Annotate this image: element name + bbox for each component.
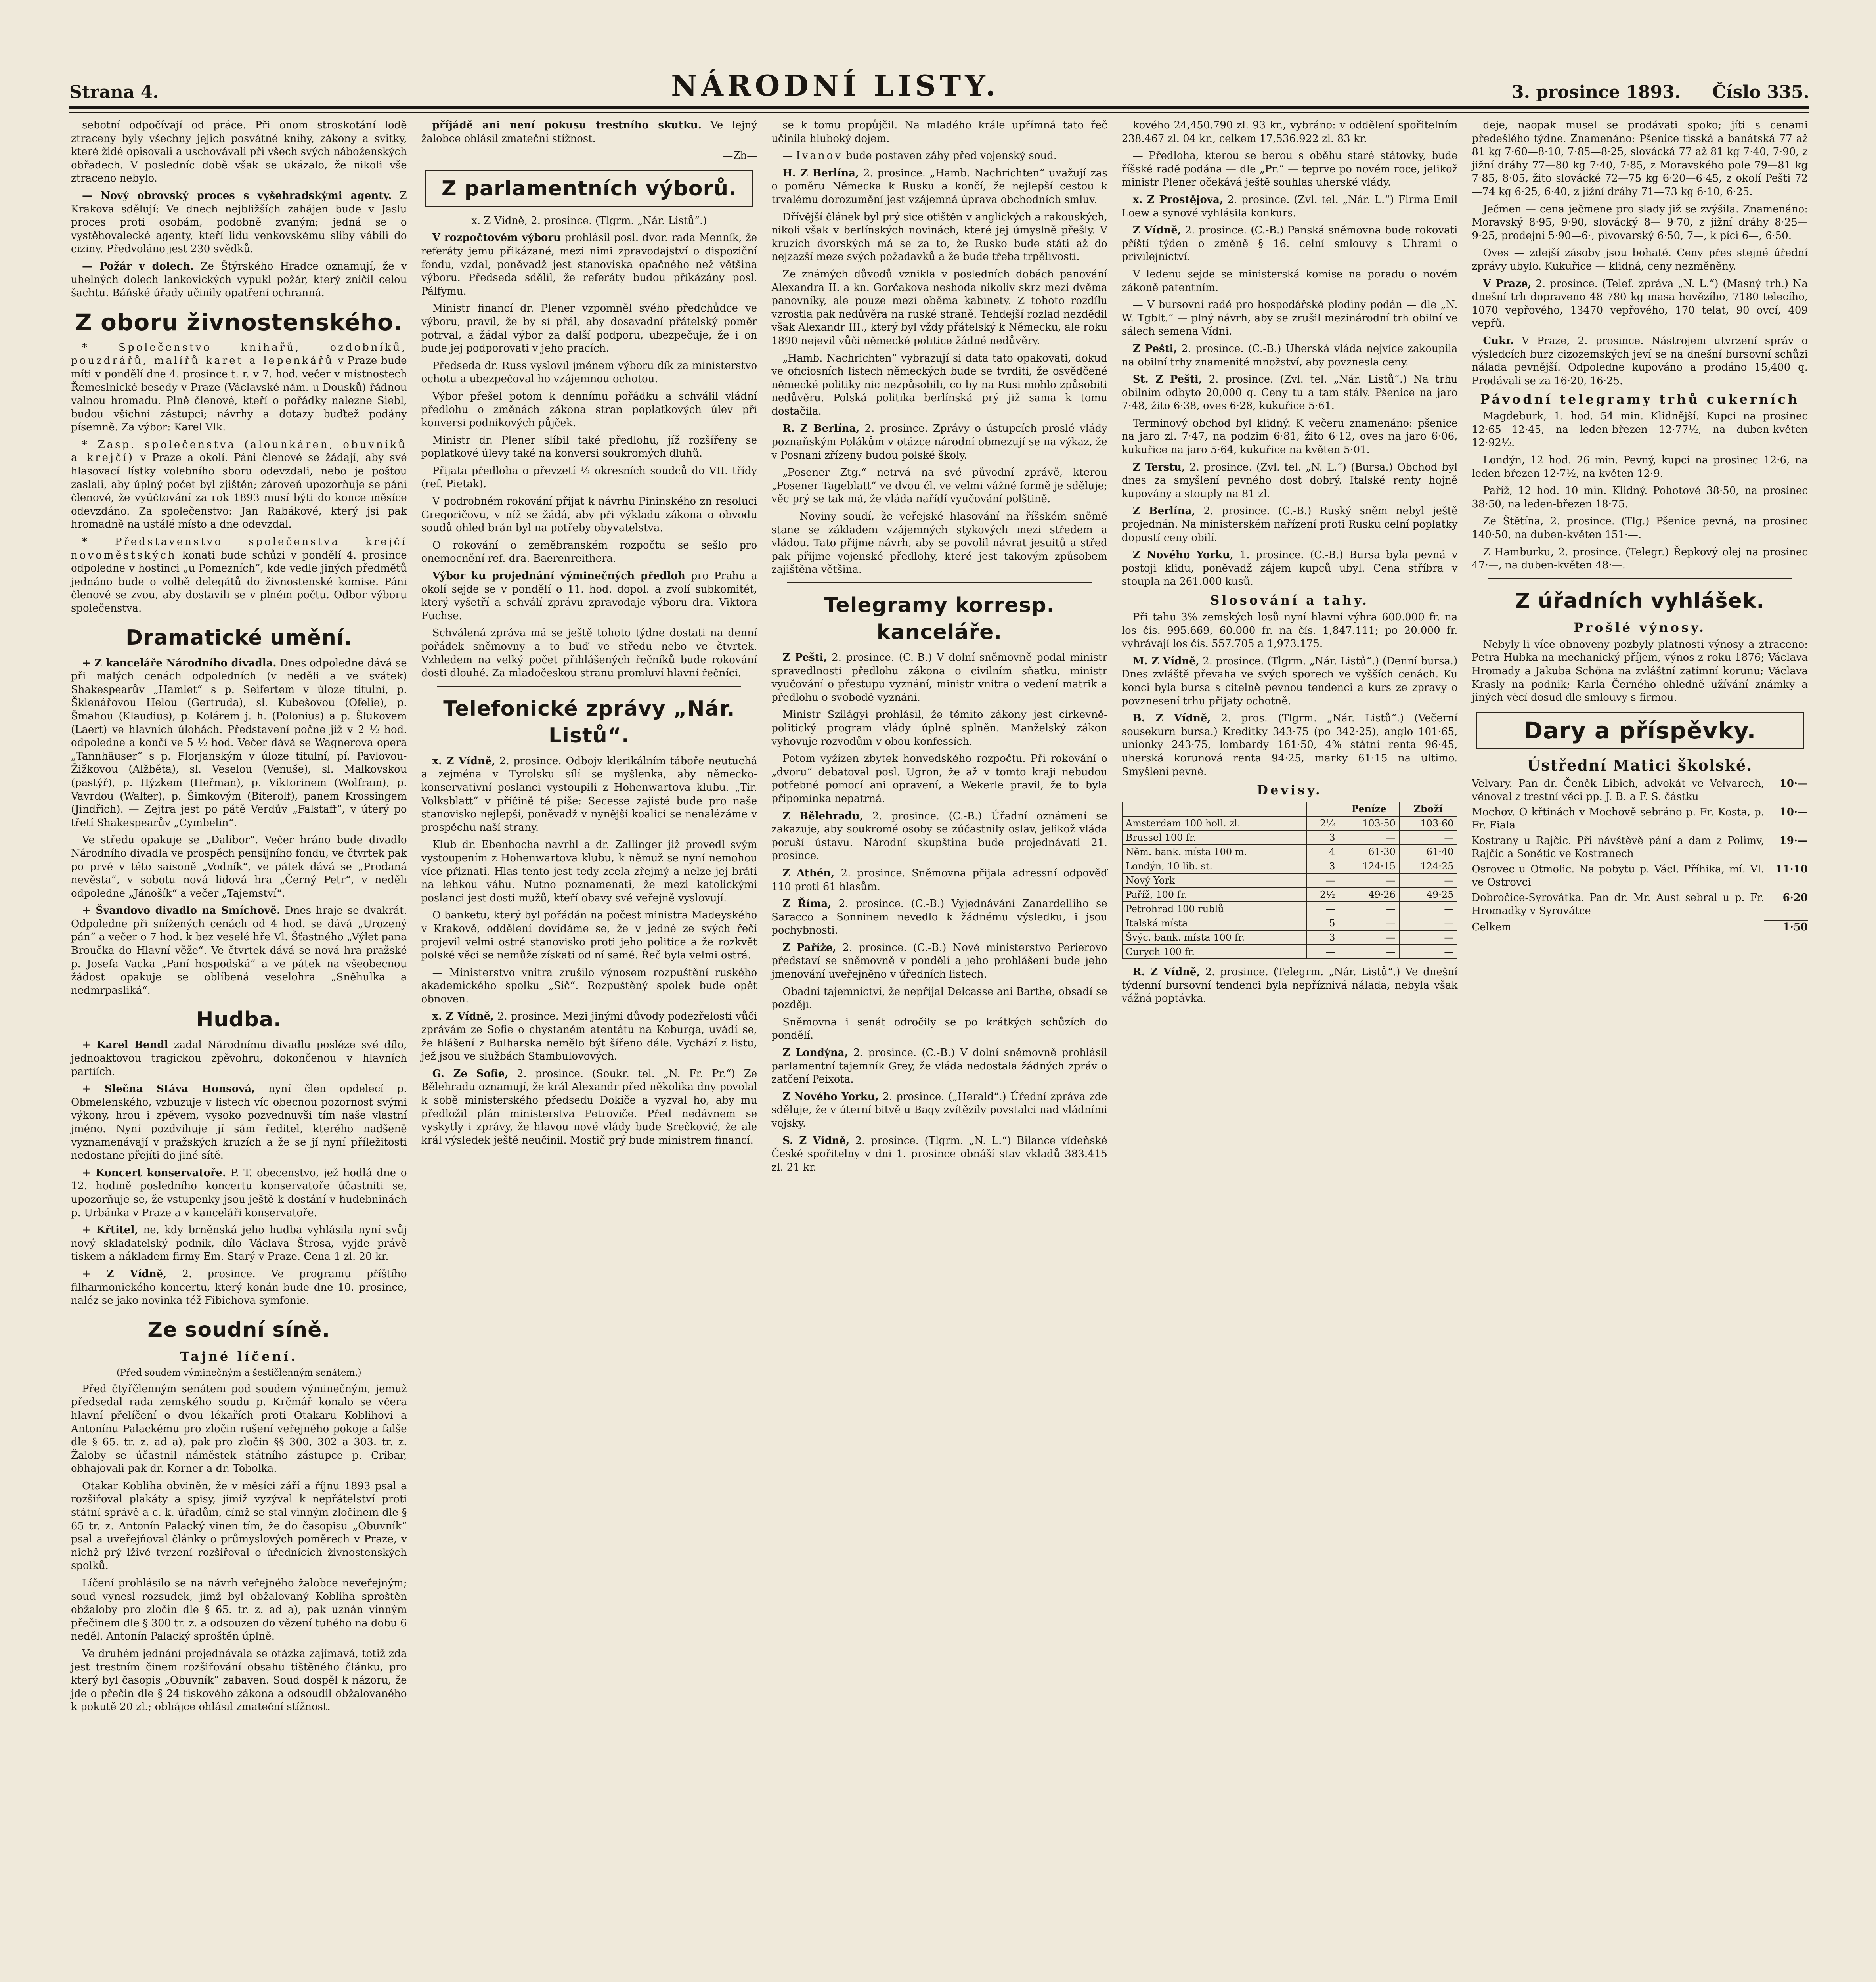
- article-text: + Karel Bendl zadal Národnímu divadlu posléze své dílo, jednoaktovou tragickou zpěvohru, dokončenou v hlavních partiích.: [71, 1039, 407, 1078]
- table-cell: 124·15: [1339, 859, 1399, 873]
- article-text: x. Z Vídně, 2. prosince. Mezi jinými důvody podezřelosti vůči zprávám ze Sofie o chystaném atentátu na Koburga, uvádí se, že hlášení z Bulharska nemělo být šířeno dále. Vychází z listu, jež jsou ve službách Stambulovových.: [421, 1010, 757, 1063]
- gift-text: Velvary. Pan dr. Čeněk Libich, advokát ve Velvarech, věnoval z trestní věci pp. J. B. a F. S. částku: [1472, 777, 1764, 803]
- article-text: Líčení prohlásilo se na návrh veřejného žalobce neveřejným; soud vynesl rozsudek, jímž byl obžalovaný Kobliha sproštěn obžaloby pro zločin dle § 65. tr. z. ad a), pak uznán vinným přečinem dle § 300 tr. z. a odsouzen do vězení tuhého na dobu 6 neděl. Antonín Palacký sproštěn úplně.: [71, 1577, 407, 1643]
- article-text: Z Paříže, 2. prosince. (C.-B.) Nové ministerstvo Perierovo představí se sněmovně v pondělí a jeho prohlášení bude jeho jmenování uveřejněno v úředních listech.: [771, 941, 1107, 981]
- table-cell: 103·60: [1399, 816, 1457, 830]
- table-cell: —: [1399, 916, 1457, 930]
- gift-sum: 11·10: [1775, 863, 1808, 875]
- gift-text: Celkem: [1472, 921, 1511, 933]
- table-cell: —: [1306, 945, 1339, 959]
- article-text: Cukr. V Praze, 2. prosince. Nástrojem utvrzení správ o výsledcích burz cizozemských jeví se na dnešní bursovní schůzi nálada pevnější. Odpoledne kupováno a prodáno 15,400 q. Prodávali se za 16·20, 16·25.: [1472, 335, 1808, 387]
- article-text: Otakar Kobliha obviněn, že v měsíci září a říjnu 1893 psal a rozšiřoval plakáty a spisy, jimiž vyzýval k nepřátelství proti státní správě a c. k. úřadům, čímž se stal vinným zločinem dle § 65 tr. z. Antonín Palacký vinen tím, že do časopisu „Obuvník“ psal a uveřejňoval články o průmyslových poměrech v Praze, v nichž prý lživé tvrzení rozšiřoval o úřednících živnostenských spolků.: [71, 1480, 407, 1572]
- article-text: Ministr Szilágyi prohlásil, že těmito zákony jest církevně-politický program vlády úplně splněn. Manželský zákon vyhovuje rozvodům v obou konfessích.: [771, 709, 1107, 748]
- table-cell: 5: [1306, 916, 1339, 930]
- section-heading: Dramatické umění.: [126, 626, 352, 650]
- table-cell: 103·50: [1339, 816, 1399, 830]
- section-heading: Telegramy korresp. kanceláře.: [824, 593, 1055, 644]
- article-text: * Zasp. společenstva (alounkáren, obuvníků a krejčí) v Praze a okolí. Páni členové se žádají, aby své hlasovací lístky volebního sboru odevzdali, nebo je poštou zaslali, aby úplný počet byl zjištěn; zároveň upozorňuje se páni členové, že vyúčtování za rok 1893 musí býti do konce měsíce odevzdáno. Za společenstvo: Jan Rabákové, který jsi pak hromadně na ustálé místo a dne odevzdal.: [71, 438, 407, 531]
- article-text: Z Vídně, 2. prosince. (C.-B.) Panská sněmovna bude rokovati příští týden o změně § 16. celní smlouvy s Uhrami o privilejnictví.: [1121, 224, 1458, 263]
- article-text: Obadni tajemnictví, že nepřijal Delcasse ani Barthe, obsadí se později.: [771, 985, 1107, 1011]
- article-text: Paříž, 12 hod. 10 min. Klidný. Pohotové 38·50, na prosinec 38·50, na leden-březen 18·75.: [1472, 485, 1808, 510]
- article-text: S. Z Vídně, 2. prosince. (Tlgrm. „N. L.“) Bilance vídeňské České spořitelny v dni 1. prosince obnáší stav vkladů 383.415 zl. 21 kr.: [771, 1134, 1107, 1173]
- dateline: x. Z Vídně, 2. prosince. (Tlgrm. „Nár. Listů“.): [471, 214, 707, 227]
- gift-sum: 10·—: [1779, 806, 1808, 818]
- article-text: + Slečna Stáva Honsová, nyní člen opdelecí p. Obmelenského, vzbuzuje v listech víc obecnou pozornost svými výkony, hrou i zpěvem, vysoko pozvednuvši tím naše vlastní jméno. Nyní pozdvihuje jí sám ředitel, kterého nadšeně vyznamenávají v pražských kruzích a že se jí nyní příležitosti nedostane přejíti do jiné sítě.: [71, 1083, 407, 1162]
- gift-sum: 19·—: [1779, 834, 1808, 847]
- article-text: deje, naopak musel se prodávati spoko; jíti s cenami předešlého týdne. Znamenáno: Pšenice tisská a banátská 77 až 81 kg 7·60—8·10, 7·85—8·25, slovácká 77 až 81 kg 7·40, 7·90, z jižní dráhy 77—80 kg 7·40, 7·85, z Moravského pole 79—81 kg 7·85, 8·05, žito slovácké 72—75 kg 6·20—6·45, z okolí Pešti 72—74 kg 6·25, 6·40, z jižní dráhy 71—73 kg 6·10, 6·25.: [1472, 119, 1808, 198]
- article-text: Z Nového Yorku, 2. prosince. („Herald“.) Úřední zpráva zde sděluje, že v úterní bitvě u Bagy zvítězily povstalci nad vládními vojsky.: [771, 1090, 1107, 1129]
- table-cell: Něm. bank. místa 100 m.: [1122, 845, 1307, 859]
- gift-entry: [1472, 806, 1808, 832]
- article-text: V ledenu sejde se ministerská komise na poradu o novém zákoně patentním.: [1121, 268, 1458, 294]
- article-text: Ječmen — cena ječmene pro slady již se zvýšila. Znamenáno: Moravský 8·95, 9·90, slovácký 8— 9·70, z jižní dráhy 8·25—9·25, prodejní 5·90—6·, pivovarský 6·50, 7—, k píci 6—, 6·50.: [1472, 203, 1808, 242]
- article-text: Z Athén, 2. prosince. Sněmovna přijala adressní odpověď 110 proti 61 hlasům.: [771, 867, 1107, 893]
- article-text: Klub dr. Ebenhocha navrhl a dr. Zallinger již provedl svým vystoupením z Hohenwartova klubu, k němuž se nyní nemohou více přiznati. Hlas tento jest tedy zcela zřejmý a nelze jej bráti na lehkou váhu. Nutno poznamenati, že mezi katolickými poslanci jest dosti mužů, kteří obavy své veřejně vyslovují.: [421, 839, 757, 904]
- issue-info: [1512, 82, 1809, 102]
- article-text: O rokování o zeměbranském rozpočtu se sešlo pro onemocnění ref. dra. Baerenreithera.: [421, 539, 757, 565]
- article-text: V podrobném rokování přijat k návrhu Pininského zn resoluci Gregoričovu, v níž se žádá, aby při výkladu zákona o obvodu soudů ohled brán byl na potřeby obyvatelstva.: [421, 495, 757, 534]
- article-text: Před čtyřčlenným senátem pod soudem výminečným, jemuž předsedal rada zemského soudu p. Krčmář konalo se včera hlavní přelíčení o dvou lékařích proti Otakaru Koblihovi a Antonínu Palackému pro zločin rušení veřejného pokoje a falše dle § 65. tr. z. ad a), pak pro zločin §§ 300, 302 a 303. tr. z. Žaloby se účastnil náměstek státního zástupce p. Cribar, obhajovali pak dr. Korner a dr. Tobolka.: [71, 1383, 407, 1475]
- article-text: — Nový obrovský proces s vyšehradskými agenty. Z Krakova sdělují: Ve dnech nejbližších zahájen bude v Jaslu proces proti osobám, podobně zvaným; jedná se o vystěhovalecké agenty, kteří lidu venkovskému sliby vábili do ciziny. Předvoláno jest 230 svědků.: [71, 189, 407, 255]
- table-cell: 3: [1306, 830, 1339, 845]
- article-text: V rozpočtovém výboru prohlásil posl. dvor. rada Menník, že referáty jemu přikázané, mezi nimi zpravodajství o dispoziční fondu, vzdal, poněvadž jest stanoviska opačného než většina výboru. Předseda sdělil, že referáty budou přikázány posl. Pálfymu.: [421, 232, 757, 297]
- article-text: — V bursovní radě pro hospodářské plodiny podán — dle „N. W. Tgblt.“ — plný návrh, aby se zrušil mezinárodní trh obilní ve sálech semena Vídni.: [1121, 299, 1458, 338]
- article-text: x. Z Vídně, 2. prosince. Odbojv klerikálním táboře neutuchá a zejména v Tyrolsku sílí se myšlenka, aby německo-konservativní poslanci vystoupili z Hohenwartova klubu. „Tir. Volksblatt“ v příčině té píše: Secesse zajisté bude pro naše stanovisko nejlepší, poněvadž v nynější koalici se nenalézáme v prospěchu naší strany.: [421, 755, 757, 834]
- gift-sum: 1·50: [1764, 920, 1808, 934]
- article-text: Z Hamburku, 2. prosince. (Telegr.) Řepkový olej na prosinec 47·—, na duben-květen 48·—.: [1472, 546, 1808, 572]
- article-text: Ve druhém jednání projednávala se otázka zajímavá, totiž zda jest trestním činem rozšiřování obsahu tištěného článku, pro který byl časopis „Obuvník“ zabaven. Soud dospěl k názoru, že jde o přečin dle § 24 tiskového zákona a odsoudil obžalovaného k pokutě 20 zl.; obhájce ohlásil zmateční stížnost.: [71, 1648, 407, 1713]
- subsection-heading: Devisy.: [1257, 782, 1323, 798]
- section-heading: Dary a příspěvky.: [1523, 717, 1756, 744]
- article-text: — Požár v dolech. Ze Štýrského Hradce oznamují, že v uhelných dolech lankovických vypukl požár, který zničil celou šachtu. Báňské úřady učinily opatření ochranná.: [71, 260, 407, 299]
- table-cell: Italská místa: [1122, 916, 1307, 930]
- table-cell: Brussel 100 fr.: [1122, 830, 1307, 845]
- table-cell: —: [1399, 873, 1457, 888]
- divider: [1488, 578, 1792, 579]
- article-text: G. Ze Sofie, 2. prosince. (Soukr. tel. „N. Fr. Pr.“) Ze Bělehradu oznamují, že král Alexandr před několika dny povolal k sobě ministerského předsedu Dokiče a vyzval ho, aby mu předložil plán ministerstva Petroviče. Před nedávnem se vyskytly i zprávy, že hlavou nové vlády bude Srečković, že ale král výsledek ještě neučinil. Mostič prý bude ministrem financí.: [421, 1068, 757, 1146]
- table-cell: 61·30: [1339, 845, 1399, 859]
- article-text: St. Z Pešti, 2. prosince. (Zvl. tel. „Nár. Listů“.) Na trhu obilním odbyto 20,000 q. Ceny tu a tam stály. Pšenice na jaro 7·48, žito 6·38, oves 6·28, kukuřice 5·61.: [1121, 373, 1458, 412]
- table-header: Zboží: [1399, 802, 1457, 816]
- divider: [787, 582, 1092, 583]
- article-text: Výbor přešel potom k dennímu pořádku a schválil vládní předlohu o změnách zákona stran poplatkových úlev při konversi podnikových půjček.: [421, 390, 757, 429]
- article-text: + Švandovo divadlo na Smíchově. Dnes hraje se dvakrát. Odpoledne při snížených cenách od 4 hod. se dává „Urozený pán“ a večer o 7 hod. k bez veselé hře Vl. Šťastného „Výlet pana Broučka do Hlavní věže“. Ve čtvrtek dává se nová hra pražské p. Josefa Vacka „Paní hospodská“ a ve pátek na všeobecnou žádost opakuje se oblíbená veselohra „Sněhulka a nedmrpasliká“.: [71, 905, 407, 997]
- article-text: Z Nového Yorku, 1. prosince. (C.-B.) Bursa byla pevná v postoji klidu, poněvadž zájem kupců ubyl. Cena stříbra v stoupla na 261.000 kusů.: [1121, 549, 1458, 588]
- article-text: + Z Vídně, 2. prosince. Ve programu příštího filharmonického koncertu, který konán bude dne 10. prosince, naléz se jako novinka též Fibichova symfonie.: [71, 1268, 407, 1307]
- table-row: [1122, 830, 1457, 845]
- article-text: Londýn, 12 hod. 26 min. Pevný, kupci na prosinec 12·6, na leden-březen 12·7½, na květen 12·9.: [1472, 454, 1808, 480]
- article-text: Ze Štětína, 2. prosince. (Tlg.) Pšenice pevná, na prosinec 140·50, na duben-květen 151·—.: [1472, 515, 1808, 541]
- article-signature: —Zb—: [723, 150, 757, 162]
- table-cell: —: [1339, 945, 1399, 959]
- article-text: Z Londýna, 2. prosince. (C.-B.) V dolní sněmovně prohlásil parlamentní tajemník Grey, že vláda nedostala žádných zpráv o zatčení Peixota.: [771, 1047, 1107, 1086]
- subsection-heading: Prošlé výnosy.: [1574, 620, 1706, 635]
- heading-box: [1476, 712, 1804, 749]
- article-text: Sněmovna i senát odročily se po krátkých schůzích do pondělí.: [771, 1016, 1107, 1042]
- article-text: — Ivanov bude postaven záhy před vojenský soud.: [782, 150, 1057, 162]
- article-text: Z Pešti, 2. prosince. (C.-B.) V dolní sněmovně podal ministr spravedlnosti předlohu zákona o civilním sňatku, ministr vyučování o přestupu vyznání, ministr vnitra o vedení matrik a předlohu o svobodě vyznání.: [771, 652, 1107, 704]
- table-header: [1122, 802, 1307, 816]
- gift-sum: 10·—: [1779, 777, 1808, 790]
- article-text: Z Pešti, 2. prosince. (C.-B.) Uherská vláda nejvíce zakoupila na obilní trhy znamenité množství, aby povznesla ceny.: [1121, 342, 1458, 368]
- article-text: * Představenstvo společenstva krejčí novoměstských konati bude schůzi v pondělí 4. prosince odpoledne v hostinci „u Pomezních“, kde vedle jiných předmětů jednáno bude o volbě delegátů do živnostenské komise. Páni členové se zvou, aby dostavili se v plném počtu. Odbor výboru společenstva.: [71, 536, 407, 614]
- gift-entry: [1472, 777, 1808, 804]
- article-text: příjádě ani není pokusu trestního skutku. Ve lejný žalobce ohlásil zmateční stížnost.: [421, 119, 757, 145]
- article-text: Schválená zpráva má se ještě tohoto týdne dostati na denní pořádek sněmovny a to buď ve středu nebo ve čtvrtek. Vzhledem na velký počet přihlášených řečníků bude rokování dosti dlouhé. Za mladočeskou stranu promluví hlavní řečníci.: [421, 627, 757, 679]
- table-cell: 3: [1306, 930, 1339, 945]
- table-row: [1122, 930, 1457, 945]
- article-text: „Posener Ztg.“ netrvá na své původní zprávě, kterou „Posener Tageblatt“ ve dvou čl. ve velmi vážné formě je sděluje; věc prý se tak má, že vláda nařídí vyučování polštině.: [771, 467, 1107, 505]
- table-cell: —: [1399, 902, 1457, 916]
- article-text: Ve středu opakuje se „Dalibor“. Večer hráno bude divadlo Národního divadla ve prospěch pensijního fondu, ve čtvrtek pak po prvé v této saisoně „Vodník“, ve pátek dává se „Prodaná nevěsta“, v sobotu nová lidová hra „Černý Petr“, v neděli odpoledne „Jánošík“ a večer „Tajemství“.: [71, 834, 407, 899]
- table-row: [1122, 859, 1457, 873]
- masthead-rule: [69, 106, 1809, 109]
- table-cell: —: [1306, 902, 1339, 916]
- article-text: + Křtitel, ne, kdy brněnská jeho hudba vyhlásila nyní svůj nový skladatelský podnik, dílo Václava Štrosa, vyjde právě tiskem a nákladem firmy Em. Starý v Praze. Cena 1 zl. 20 kr.: [71, 1224, 407, 1263]
- article-text: B. Z Vídně, 2. pros. (Tlgrm. „Nár. Listů“.) (Večerní sousekurn bursa.) Kreditky 343·75 (po 342·25), anglo 101·65, unionky 243·75, lombardy 161·50, 4% státní renta 96·45, uherská korunová renta 94·25, marky 61·15 na ultimo. Smyšlení pevné.: [1121, 712, 1458, 778]
- gift-entry: [1472, 834, 1808, 861]
- article-text: Ze známých důvodů vznikla v posledních dobách panování Alexandra II. a kn. Gorčakova neshoda nikoliv skrz mezi dvěma panovníky, ale pouze mezi oběma kabinety. Z tohoto rozdílu vzrostla pak nedůvěra na ruské straně. Tehdejší rozlad nezdědil však Alexandr III., který byl vždy přátelský k Německu, ale roku 1890 nejevil vůči německé politice žádné nedůvěry.: [771, 268, 1107, 347]
- table-row: [1122, 845, 1457, 859]
- article-text: x. Z Prostějova, 2. prosince. (Zvl. tel. „Nár. L.“) Firma Emil Loew a synové vyhlásila konkurs.: [1121, 193, 1458, 219]
- gift-total: [1472, 920, 1808, 934]
- article-text: O banketu, který byl pořádán na počest ministra Madeyského v Krakově, oddělení dovídáme se, že v jedné ze svých řečí projevil velmi ostré stanovisko proti jeho politice a že rozkvět polské věci se nemůže získati od ní samé. Řeč byla velmi ostrá.: [421, 909, 757, 962]
- masthead: [69, 67, 1809, 102]
- masthead-rule-thin: [69, 112, 1809, 113]
- table-cell: 49·26: [1339, 888, 1399, 902]
- table-cell: 61·40: [1399, 845, 1457, 859]
- issue-number: Číslo 335.: [1712, 82, 1809, 102]
- article-text: — Ministerstvo vnitra zrušilo výnosem rozpuštění ruského akademického spolku „Sič“. Rozpuštěný spolek bude opět obnoven.: [421, 966, 757, 1005]
- table-cell: —: [1306, 873, 1339, 888]
- table-cell: —: [1339, 902, 1399, 916]
- page-number: Strana 4.: [69, 82, 159, 102]
- table-header: Peníze: [1339, 802, 1399, 816]
- column-5: [1470, 119, 1809, 1982]
- article-text: Výbor ku projednání výminečných předloh pro Prahu a okolí sejde se v pondělí o 11. hod. dopol. a zvolí subkomitét, který vyšetří a schválí zprávu zpravodaje výboru dra. Viktora Fuchse.: [421, 570, 757, 622]
- table-row: [1122, 916, 1457, 930]
- table-cell: —: [1339, 830, 1399, 845]
- gift-entry: [1472, 892, 1808, 918]
- table-cell: Nový York: [1122, 873, 1307, 888]
- article-text: — Předloha, kterou se berou s oběhu staré státovky, bude říšské radě podána — dle „Pr.“ — teprve po novém roce, jelikož ministr Plener očekává ještě souhlas uherské vlády.: [1121, 150, 1458, 189]
- table-header-row: [1122, 802, 1457, 816]
- article-text: Ministr financí dr. Plener vzpomněl svého předchůdce ve výboru, pravil, že by si přál, aby dosavadní přátelský poměr potrval, a žádal výbor za další podporu, ubezpečuje, že i on bude jej podporovati v jeho pracích.: [421, 302, 757, 355]
- table-row: [1122, 902, 1457, 916]
- article-text: Z Bělehradu, 2. prosince. (C.-B.) Úřadní oznámení se zakazuje, aby soukromé osoby se zúčastnily oslav, jelikož vláda poruší ústavu. Národní skupština bude projednávati 21. prosince.: [771, 810, 1107, 862]
- column-1: [69, 119, 409, 1982]
- column-3: [770, 119, 1109, 1982]
- heading-box: [425, 170, 753, 207]
- subsection-heading: Tajné líčení.: [180, 1349, 298, 1364]
- article-text: R. Z Berlína, 2. prosince. Zprávy o ústupcích proslé vlády poznaňským Polákům v otázce národní obmezují se na výkaz, že v Posnani zřízeny budou polské školy.: [771, 423, 1107, 461]
- table-cell: —: [1339, 873, 1399, 888]
- article-text: Z Terstu, 2. prosince. (Zvl. tel. „N. L.“) (Bursa.) Obchod byl dnes za smyšlení pevného dost dobrý. Italské renty hojně kupovány a stouply na 81 zl.: [1121, 461, 1458, 500]
- table-cell: 124·25: [1399, 859, 1457, 873]
- table-cell: Švýc. bank. místa 100 fr.: [1122, 930, 1307, 945]
- column-2: [420, 119, 759, 1982]
- table-cell: —: [1399, 830, 1457, 845]
- article-text: + Z kanceláře Národního divadla. Dnes odpoledne dává se při malých cenách odpoledních (v neděli a ve svátek) Shakespearův „Hamlet“ s p. Seifertem v úloze titulní, p. Šklenářovou Helou (Gertruda), sl. Kubešovou (Ofelie), p. Šmahou (Klaudius), p. Kolárem j. h. (Polonius) a p. Šlukovem (Laert) ve hlavních úlohách. Představení počne již v 2 ½ hod. odpoledne a končí ve 5 ½ hod. Večer dává se Wagnerova opera „Tannhäuser“ s p. Florjanským v úloze titulní, pí. Pavlovou-Žižkovou (Alžběta), sl. Veselou (Venuše), sl. Malkovskou (pastýř), p. Hýzkem (Heřman), p. Viktorinem (Wolfram), p. Vavrdou (Walter), p. Šimkovým (Biterolf), panem Krossingem (Jindřich). — Zejtra jest po pátě Verdův „Falstaff“, v úterý po třetí Shakespearův „Cymbelin“.: [71, 657, 407, 829]
- article-text: Terminový obchod byl klidný. K večeru znamenáno: pšenice na jaro zl. 7·47, na podzim 6·81, žito 6·12, oves na jaro 6·06, kukuřice na jaro 5·64, kukuřice na květen 5·01.: [1121, 417, 1458, 456]
- article-text: Oves — zdejší zásoby jsou bohaté. Ceny přes stejné úřední zprávy ubylo. Kukuřice — klidná, ceny nezměněny.: [1472, 247, 1808, 272]
- gift-text: Mochov. O křtinách v Mochově sebráno p. Fr. Kosta, p. Fr. Fiala: [1472, 806, 1764, 831]
- subsection-heading: Slosování a tahy.: [1210, 593, 1369, 608]
- article-text: Při tahu 3% zemských losů nyní hlavní výhra 600.000 fr. na los čís. 995.669, 60.000 fr. na čís. 1,847.111; po 20.000 fr. vyhrávají los čís. 557.705 a 1,973.175.: [1121, 611, 1458, 650]
- article-text: R. Z Vídně, 2. prosince. (Telegrm. „Nár. Listů“.) Ve dnešní týdenní bursovní tendenci byla nepříznivá nálada, nebyla však vážná poptávka.: [1121, 966, 1458, 1005]
- table-cell: Londýn, 10 lib. st.: [1122, 859, 1307, 873]
- section-heading: Z parlamentních výborů.: [441, 176, 737, 201]
- table-cell: —: [1399, 930, 1457, 945]
- table-row: [1122, 945, 1457, 959]
- table-row: [1122, 888, 1457, 902]
- table-cell: Paříž, 100 fr.: [1122, 888, 1307, 902]
- article-text: + Koncert konservatoře. P. T. obecenstvo, jež hodlá dne o 12. hodině posledního koncertu konservatoře účastniti se, upozorňuje se, že vstupenky jsou ještě k dostání v hudebninách p. Urbánka v Praze a v kanceláři konservatoře.: [71, 1167, 407, 1219]
- section-heading: Ze soudní síně.: [147, 1318, 331, 1342]
- columns: [69, 119, 1809, 1982]
- article-text: Z Říma, 2. prosince. (C.-B.) Vyjednávání Zanardelliho se Saracco a Sonninem nevedlo k žádnému výsledku, i jsou pochybnosti.: [771, 898, 1107, 937]
- section-heading: Hudba.: [196, 1008, 282, 1032]
- column-4: [1120, 119, 1459, 1982]
- article-text: Nebyly-li více obnoveny pozbyly platnosti výnosy a ztraceno: Petra Hubka na mechanický příjem, výnos z roku 1876; Václava Hromady a Jakuba Schöna na zvláštní zatímní korunu; Václava Krasly na podnik; Karla Černého ohledně užívání známky a jiných věcí dosud dle smlouvy s firmou.: [1472, 638, 1808, 704]
- table-row: [1122, 816, 1457, 830]
- subsection-heading: Pávodní telegramy trhů cukerních: [1480, 392, 1800, 407]
- issue-date: 3. prosince 1893.: [1512, 82, 1681, 102]
- article-text: Potom vyžízen zbytek honvedského rozpočtu. Při rokování o „dvoru“ debatoval posl. Ugron, že až v tomto kraji nebudou potřebné pomocí ani opravení, a Wekerle pravil, že to byla připomínka nepatrná.: [771, 753, 1107, 805]
- article-text: H. Z Berlína, 2. prosince. „Hamb. Nachrichten“ uvažují zas o poměru Německa k Rusku a končí, že nejlepší cestou k trvalému dorozumění jest vzájemná úprava obchodních smluv.: [771, 167, 1107, 206]
- article-text: Z Berlína, 2. prosince. (C.-B.) Ruský sněm nebyl ještě projednán. Na ministerském nařízení proti Rusku celní poplatky dopustí ceny obilí.: [1121, 505, 1458, 544]
- article-text: Dřívější článek byl prý sice otištěn v anglických a rakouských, nikoli však v berlínských novinách, které jej úmyslně přešly. V kruzích dvorských má se za to, že Rusko bude státi až do nejzazší meze svých požadavků a že bude třeba trpělivosti.: [771, 211, 1107, 263]
- gift-entry: [1472, 863, 1808, 889]
- subsection-note: (Před soudem výminečným a šestičlenným senátem.): [116, 1367, 361, 1378]
- article-text: Ministr dr. Plener slíbil také předlohu, jíž rozšířeny se poplatkové úlevy také na konversi soukromých dluhů.: [421, 434, 757, 460]
- divider: [437, 686, 742, 687]
- devisy-table: [1122, 802, 1458, 959]
- article-text: Předseda dr. Russ vyslovil jménem výboru dík za ministerstvo ochotu a ubezpečoval ho vzájemnou ochotou.: [421, 360, 757, 385]
- article-text: „Hamb. Nachrichten“ vybrazují si data tato opakovati, dokud ve oficiosních listech německých bude se tvrditi, že osvědčené německé politiky nic nezpůsobili, co by na Rusi mohlo způsobiti nedůvěru. Polská politika berlínská prý již sama k tomu dostačila.: [771, 352, 1107, 417]
- gift-text: Osrovec u Otmolic. Na pobytu p. Václ. Příhika, mí. Vl. ve Ostrovci: [1472, 863, 1764, 888]
- table-cell: Amsterdam 100 holl. zl.: [1122, 816, 1307, 830]
- table-cell: 3: [1306, 859, 1339, 873]
- article-text: V Praze, 2. prosince. (Telef. zpráva „N. L.“) (Masný trh.) Na dnešní trh dopraveno 48 780 kg masa hovězího, 7180 telecího, 1070 vepřového, 13470 vepřového, 170 telat, 90 ovcí, 409 vepřů.: [1472, 277, 1808, 330]
- article-text: se k tomu propůjčil. Na mladého krále upřímná tato řeč učinila hluboký dojem.: [771, 119, 1107, 145]
- subsection-heading: Ústřední Matici školské.: [1527, 756, 1753, 774]
- article-text: M. Z Vídně, 2. prosince. (Tlgrm. „Nár. Listů“.) (Denní bursa.) Dnes zvláště převaha ve svých sporech ve vyšších cenách. Ku konci byla bursa s citelně pevnou tendenci a kurs ze zpravy o povznesení trhu přijaty ochotně.: [1121, 655, 1458, 707]
- table-header: [1306, 802, 1339, 816]
- table-cell: —: [1339, 930, 1399, 945]
- table-cell: Petrohrad 100 rublů: [1122, 902, 1307, 916]
- table-cell: —: [1339, 916, 1399, 930]
- article-text: Magdeburk, 1. hod. 54 min. Klidnější. Kupci na prosinec 12·65—12·45, na leden-březen 12·77½, na duben-květen 12·92½.: [1472, 410, 1808, 449]
- table-cell: 49·25: [1399, 888, 1457, 902]
- table-cell: Curych 100 fr.: [1122, 945, 1307, 959]
- article-text: kového 24,450.790 zl. 93 kr., vybráno: v oddělení spořitelním 238.467 zl. 04 kr., celkem 17,536.922 zl. 83 kr.: [1121, 119, 1458, 145]
- article-text: * Společenstvo knihařů, ozdobníků, pouzdrářů, malířů karet a lepenkářů v Praze bude míti v pondělí dne 4. prosince t. r. v 7. hod. večer v místnostech Řemeslnické besedy v Praze (Václavské nám. u Dousků) řádnou valnou hromadu. Plně členové, kteří o pořádky nalezne Siebl, budou všichni zástupci; návrhy a dotazy buďtež podány písemně. Za výbor: Karel Vlk.: [71, 341, 407, 434]
- table-row: [1122, 873, 1457, 888]
- gift-sum: 6·20: [1782, 892, 1808, 904]
- table-cell: —: [1399, 945, 1457, 959]
- section-heading: Z oboru živnostenského.: [75, 308, 403, 336]
- article-text: — Noviny soudí, že veřejské hlasování na říšském sněmě stane se základem vzájemných stykových mezi středem a vládou. Tato přijme návrh, aby se povolil návrat jesuitů a střed pak přijme vojenské předlohy, které jest takovým způsobem zajištěna většina.: [771, 511, 1107, 576]
- table-cell: 2½: [1306, 816, 1339, 830]
- table-cell: 4: [1306, 845, 1339, 859]
- gift-text: Kostrany u Rajčic. Při návštěvě pání a dam z Polimv, Rajčic a Sonětic ve Kostranech: [1472, 834, 1764, 860]
- article-text: Přijata předloha o převzetí ½ okresních soudců do VII. třídy (ref. Pietak).: [421, 465, 757, 490]
- gift-text: Dobročice-Syrovátka. Pan dr. Mr. Aust sebral u p. Fr. Hromadky v Syrovátce: [1472, 892, 1764, 917]
- newspaper-title: NÁRODNÍ LISTY.: [671, 69, 1000, 102]
- section-heading: Telefonické zprávy „Nár. Listů“.: [443, 696, 735, 748]
- table-cell: 2½: [1306, 888, 1339, 902]
- section-heading: Z úřadních vyhlášek.: [1515, 589, 1765, 613]
- article-text: sebotní odpočívají od práce. Při onom stroskotání lodě ztraceny byly všechny jejich posvátné knihy, zákony a svitky, které židé opisovali a uschovávali při všech svých náboženských obřadech. V posledníc době však se ukázalo, že nikoli vše ztraceno nebylo.: [71, 119, 407, 185]
